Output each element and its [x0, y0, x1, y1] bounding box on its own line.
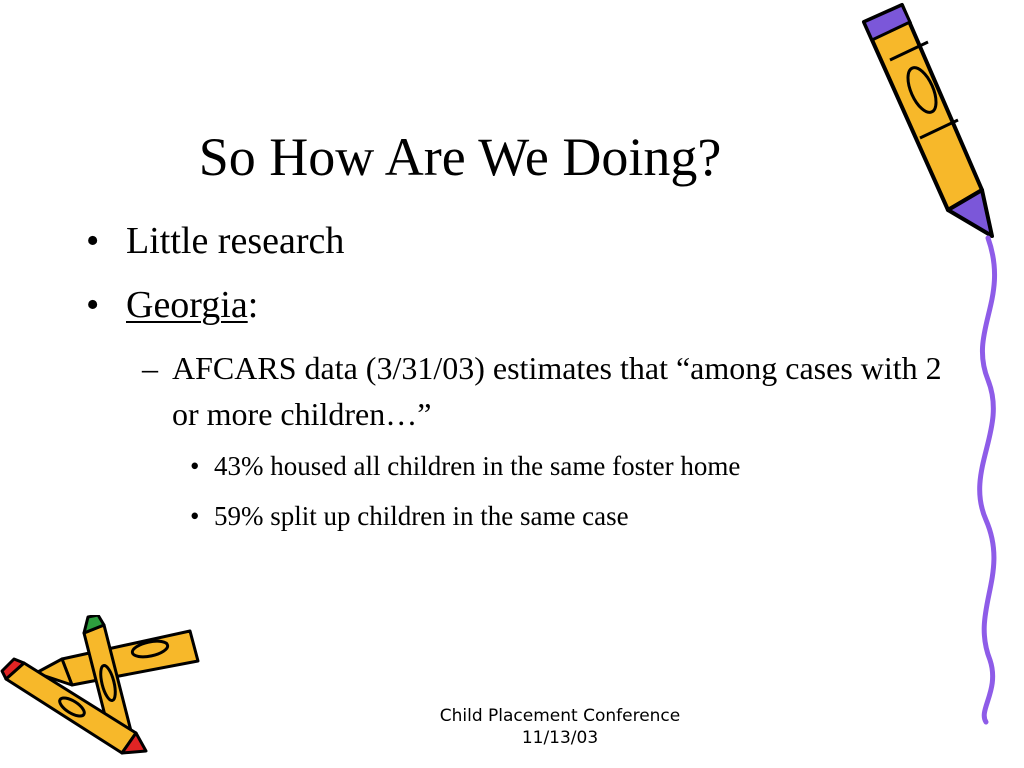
- georgia-link-text: Georgia: [126, 284, 248, 326]
- bullet-suffix: :: [247, 284, 259, 326]
- footer-date: 11/13/03: [521, 728, 599, 748]
- bullet-marker: •: [86, 284, 100, 326]
- footer-conference: Child Placement Conference: [439, 706, 681, 726]
- dash-marker: –: [142, 350, 158, 386]
- crayon-icon: [860, 0, 1024, 730]
- bullet-marker: •: [190, 501, 200, 531]
- slide-footer: [400, 705, 720, 749]
- sub-bullet-text: AFCARS data (3/31/03) estimates that “among cases with 2 or more children…”: [172, 350, 942, 432]
- slide-title: So How Are We Doing?: [198, 127, 722, 187]
- bullet-marker: •: [86, 220, 100, 262]
- sub-sub-bullet-text: 59% split up children in the same case: [214, 501, 629, 531]
- squiggle-line-icon: [980, 238, 995, 722]
- crayons-cluster-icon: [0, 615, 210, 763]
- sub-sub-bullet-text: 43% housed all children in the same foster home: [214, 451, 741, 481]
- bullet-marker: •: [190, 451, 200, 481]
- bullet-text: [126, 282, 258, 328]
- bullet-text: Little research: [126, 220, 345, 262]
